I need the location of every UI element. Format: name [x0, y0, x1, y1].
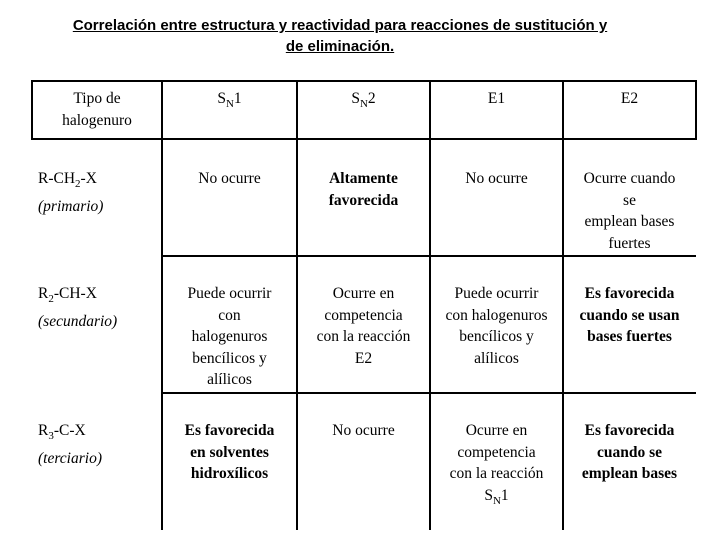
row-terciario-sn2: No ocurre: [332, 422, 395, 439]
row-terciario-sn1: Es favorecida en solventes hidroxílicos: [184, 422, 275, 482]
row-primario-halide: $R-CH_2-X$ (primario): [38, 170, 104, 215]
header-bottom-rule: [32, 138, 696, 140]
row-primario-e2: Ocurre cuando se emplean bases fuertes: [583, 170, 676, 252]
row-secundario-sn2: Ocurre en competencia con la reacción E2: [316, 285, 411, 367]
header-top-rule: [32, 80, 696, 82]
row-primario-e1: No ocurre: [465, 170, 528, 187]
header-sn1: $S_N1$: [217, 90, 242, 110]
row-secundario-e1: Puede ocurrir con halogenuros bencílicos y alílicos: [445, 285, 548, 367]
row-secundario-halide: $R_2-CH-X$ (secundario): [38, 285, 118, 330]
row-secundario-sn1: Puede ocurrir con halogenuros bencílicos y alílicos: [187, 285, 272, 388]
header-e2: E2: [620, 90, 639, 107]
row-terciario-e1: Ocurre en competencia con la reacción $S_N1$: [449, 422, 544, 507]
page-title: [0, 15, 680, 57]
row-primario-sn1: No ocurre: [198, 170, 261, 187]
header-e1: E1: [487, 90, 506, 107]
table-right-rule: [695, 80, 697, 140]
reactivity-table: [31, 80, 697, 530]
header-tipo: Tipo de halogenuro: [62, 90, 132, 129]
title-line-2: de eliminación.: [285, 38, 395, 55]
row-terciario-e2: Es favorecida cuando se emplean bases: [581, 422, 678, 482]
row-primario-sn2: Altamente favorecida: [328, 170, 399, 209]
title-line-1: Correlación entre estructura y reactividad para reacciones de sustitución y: [72, 17, 608, 34]
row-secundario-e2: Es favorecida cuando se usan bases fuertes: [579, 285, 680, 345]
row-terciario-halide: $R_3-C-X$ (terciario): [38, 422, 102, 467]
header-sn2: $S_N2$: [351, 90, 376, 110]
